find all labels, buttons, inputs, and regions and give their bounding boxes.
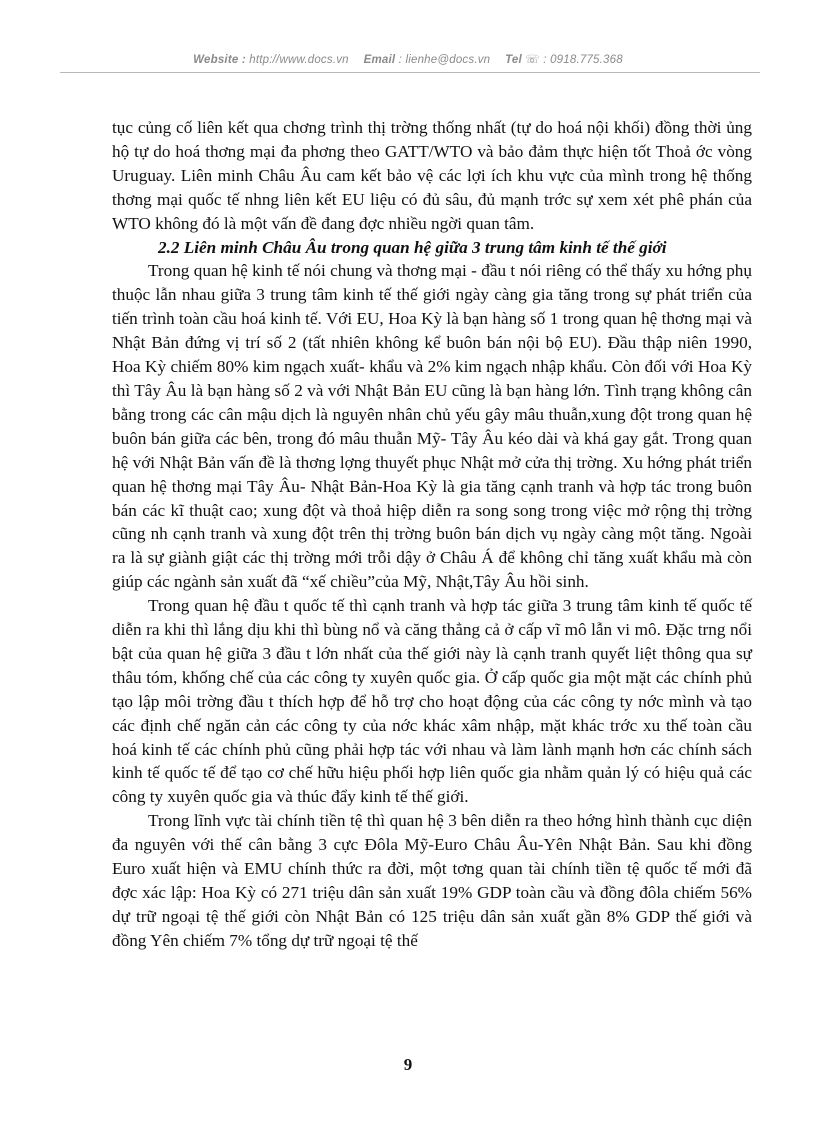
phone-icon: ☏ [525,54,540,66]
email-value[interactable]: : lienhe@docs.vn [398,54,491,66]
paragraph-3: Trong quan hệ đầu t quốc tế thì cạnh tranh và hợp tác giữa 3 trung tâm kinh tế quốc tế diễn ra khi thì lắng dịu khi thì bùng nổ và căng thẳng cả ở cấp vĩ mô lẫn vi mô. Đặc trng nổi bật của quan hệ giữa 3 đầu t lớn nhất của thế giới này là cạnh tranh quyết liệt thông qua sự thâu tóm, khống chế của các công ty xuyên quốc gia. Ở cấp quốc gia một mặt các chính phủ tạo lập môi trờng đầu t thích hợp để hỗ trợ cho hoạt động của các công ty nớc mình và tạo các định chế ngăn cản các công ty của nớc khác xâm nhập, mặt khác trớc xu thế toàn cầu hoá kinh tế các chính phủ cũng phải hợp tác với nhau và làm lành mạnh hơn các chính sách kinh tế quốc tế để tạo cơ chế hữu hiệu phối hợp liên quốc gia nhằm quản lý có hiệu quả các công ty xuyên quốc gia và thúc đẩy kinh tế thế giới. [112,596,752,807]
page-header [0,52,816,66]
page-number: 9 [403,1055,413,1074]
website-url[interactable]: http://www.docs.vn [249,54,349,66]
paragraph-4: Trong lĩnh vực tài chính tiền tệ thì quan hệ 3 bên diễn ra theo hớng hình thành cục diện đa nguyên với thế cân bằng 3 cực Đôla Mỹ-Euro Châu Âu-Yên Nhật Bản. Sau khi đồng Euro xuất hiện và EMU chính thức ra đời, một tơng quan tài chính tiền tệ quốc tế mới đã đợc xác lập: Hoa Kỳ có 271 triệu dân sản xuất 19% GDP toàn cầu và đồng đôla chiếm 56% dự trữ ngoại tệ thế giới còn Nhật Bản có 125 triệu dân sản xuất gần 8% GDP thế giới và đồng Yên chiếm 7% tổng dự trữ ngoại tệ thế [112,811,752,950]
document-body [112,116,752,953]
paragraph-2: Trong quan hệ kinh tế nói chung và thơng mại - đầu t nói riêng có thể thấy xu hớng phụ thuộc lẫn nhau giữa 3 trung tâm kinh tế thế giới ngày càng gia tăng trong sự phát triển của tiến trình toàn cầu hoá kinh tế. Với EU, Hoa Kỳ là bạn hàng số 1 trong quan hệ thơng mại và Nhật Bản đứng vị trí số 2 (tất nhiên không kể buôn bán nội bộ EU). Đầu thập niên 1990, Hoa Kỳ chiếm 80% kim ngạch xuất- khẩu và 2% kim ngạch nhập khẩu. Còn đối với Hoa Kỳ thì Tây Âu là bạn hàng số 2 và với Nhật Bản EU cũng là bạn hàng lớn. Tình trạng không cân bằng trong các cân mậu dịch là nguyên nhân chủ yếu gây mâu thuẫn,xung đột trong quan hệ buôn bán giữa các bên, trong đó mâu thuẫn Mỹ- Tây Âu kéo dài và khá gay gắt. Trong quan hệ với Nhật Bản vấn đề là thơng lợng thuyết phục Nhật mở cửa thị trờng. Xu hớng phát triển quan hệ thơng mại Tây Âu- Nhật Bản-Hoa Kỳ là gia tăng cạnh tranh và hợp tác trong buôn bán các kĩ thuật cao; xung đột và thoả hiệp diễn ra song song trong việc mở rộng thị trờng cũng nh cạnh tranh và xung đột trên thị trờng buôn bán dịch vụ ngày càng một tăng. Ngoài ra là sự giành giật các thị trờng mới trỗi dậy ở Châu Á để không chỉ tăng xuất khẩu mà còn giúp các ngành sản xuất đã “xế chiều”của Mỹ, Nhật,Tây Âu hồi sinh. [112,261,752,592]
email-label: Email [363,54,396,66]
website-label: Website : [193,54,246,66]
section-heading: 2.2 Liên minh Châu Âu trong quan hệ giữa 3 trung tâm kinh tế thế giới [158,237,667,257]
tel-label: Tel [505,54,522,66]
tel-value: : 0918.775.368 [543,54,623,66]
header-divider [60,72,760,73]
paragraph-1: tục củng cố liên kết qua chơng trình thị trờng thống nhất (tự do hoá nội khối) đồng thời ủng hộ tự do hoá thơng mại đa phơng theo GATT/WTO và bảo đảm thực hiện tốt Thoả ớc vòng Uruguay. Liên minh Châu Âu cam kết bảo vệ các lợi ích khu vực của mình trong hệ thống thơng mại quốc tế nhng liên kết EU liệu có đủ sâu, đủ mạnh trớc sự xem xét phê phán của WTO không đó là một vấn đề đang đợc nhiều ngời quan tâm. [112,118,752,233]
